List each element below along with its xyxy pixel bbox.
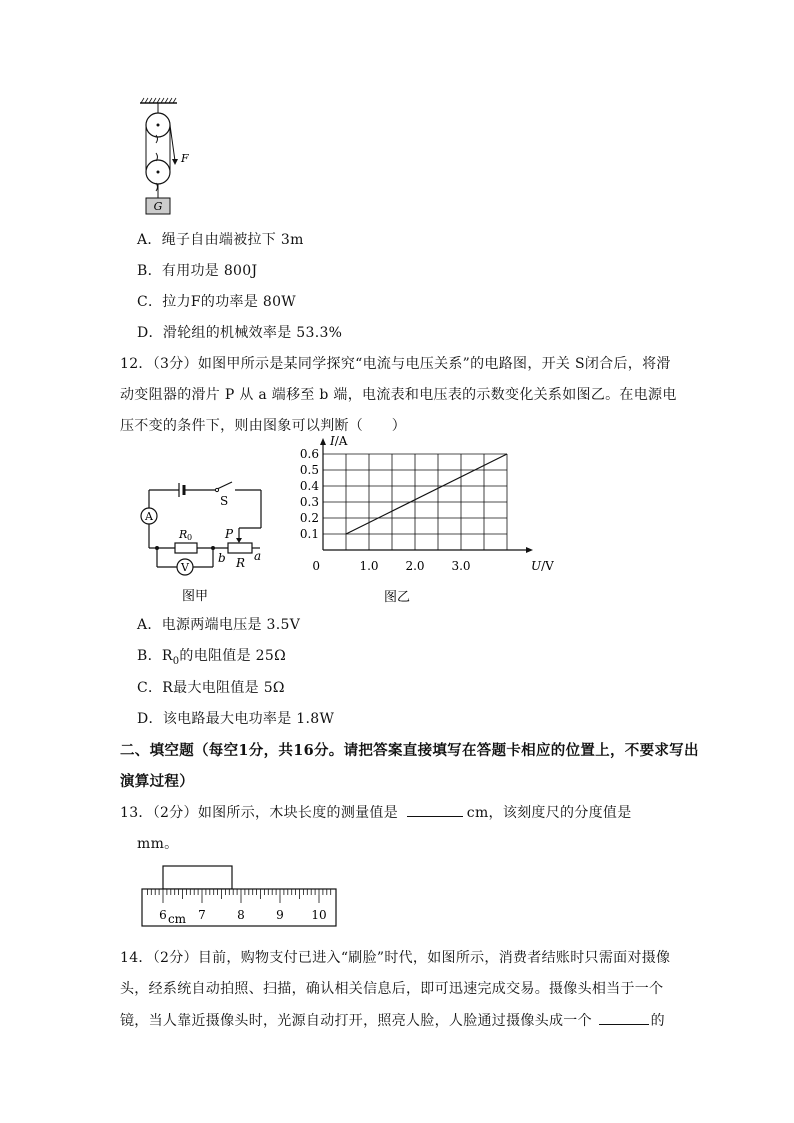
y-tick-label: 0.3 (299, 495, 319, 509)
r0-subscript: 0 (187, 533, 193, 542)
y-axis-arrow (320, 438, 326, 445)
switch-label: S (220, 494, 229, 508)
x-tick-label: 3.0 (451, 559, 471, 573)
ruler-label: 10 (311, 908, 327, 922)
circuit-diagram (135, 470, 270, 610)
q14-text-after: 的 (650, 1013, 665, 1029)
q11-option-b: B．有用功是 800J (137, 263, 258, 279)
x-axis-unit: /V (541, 559, 554, 573)
wood-block (163, 866, 232, 889)
pulley-figure (135, 95, 195, 220)
x-tick-label: 2.0 (405, 559, 425, 573)
q14-line1: 14．（2分）目前，购物支付已进入“刷脸”时代，如图所示，消费者结账时只需面对摄像 (120, 950, 671, 966)
slider-label: P (225, 527, 234, 541)
q13-text-before: 13．（2分）如图所示，木块长度的测量值是 (120, 805, 399, 821)
terminal-b-label: b (218, 551, 226, 565)
q12-option-a: A．电源两端电压是 3.5V (137, 617, 301, 633)
chart-caption: 图乙 (383, 590, 411, 605)
iu-graph (290, 434, 554, 608)
origin-label: 0 (312, 559, 320, 573)
q14-text-before: 镜，当人靠近摄像头时，光源自动打开，照亮人脸，人脸通过摄像头成一个 (120, 1013, 592, 1029)
y-tick-label: 0.1 (299, 527, 319, 541)
q13-text-after: cm，该刻度尺的分度值是 (466, 805, 632, 821)
ruler-label: 7 (198, 908, 206, 922)
y-tick-label: 0.6 (299, 447, 319, 461)
q12-line3: 压不变的条件下，则由图象可以判断（ ） (120, 418, 406, 434)
q12-option-c: C．R最大电阻值是 5Ω (137, 680, 285, 696)
q14-line3 (120, 1010, 665, 1030)
ruler-label: 8 (237, 908, 245, 922)
q12-line1: 12．（3分）如图甲所示是某同学探究“电流与电压关系”的电路图，开关 S闭合后，将滑 (120, 356, 671, 372)
y-axis-var: I (330, 434, 335, 448)
section2-heading-line1: 二、填空题（每空1分，共16分。请把答案直接填写在答题卡相应的位置上，不要求写出 (120, 742, 699, 759)
q14-answer-blank[interactable] (599, 1010, 649, 1025)
x-axis-var: U (531, 559, 542, 573)
x-tick-label: 1.0 (359, 559, 379, 573)
q12-option-d: D．该电路最大电功率是 1.8W (137, 711, 335, 727)
q12-line2: 动变阻器的滑片 P 从 a 端移至 b 端，电流表和电压表的示数变化关系如图乙。在电源电 (120, 387, 677, 403)
force-label: F (181, 152, 189, 165)
q11-option-d: D．滑轮组的机械效率是 53.3% (137, 325, 343, 341)
ruler-label: 9 (276, 908, 284, 922)
weight-label: G (153, 200, 163, 213)
ruler-figure (140, 865, 340, 929)
q14-line2: 头，经系统自动拍照、扫描，确认相关信息后，即可迅速完成交易。摄像头相当于一个 (120, 981, 664, 997)
y-axis-label (329, 434, 348, 448)
y-tick-label: 0.4 (299, 479, 319, 493)
q11-option-a: A．绳子自由端被拉下 3m (137, 232, 304, 248)
q12-option-b: B．$R_0$的电阻值是 25Ω (137, 648, 286, 667)
terminal-a-label: a (254, 549, 262, 563)
x-axis-label (531, 559, 554, 573)
x-axis-arrow (526, 547, 533, 553)
q13-answer-blank-1[interactable] (407, 802, 463, 817)
rheostat-label: R (236, 556, 246, 570)
ruler-label: 6 (159, 908, 167, 922)
q11-option-c: C．拉力F的功率是 80W (137, 294, 296, 310)
y-axis-unit: /A (334, 434, 348, 448)
y-tick-label: 0.5 (299, 463, 319, 477)
circuit-caption: 图甲 (181, 589, 209, 604)
q13-line2: mm。 (137, 836, 179, 852)
y-tick-label: 0.2 (299, 511, 319, 525)
series-line (346, 454, 507, 534)
ruler-unit: cm (167, 912, 187, 926)
q13-line1 (120, 802, 632, 822)
ammeter-label: A (145, 510, 153, 523)
section2-heading-line2: 演算过程） (120, 773, 194, 790)
voltmeter-label: V (181, 561, 189, 574)
r0-label: R (179, 528, 188, 541)
